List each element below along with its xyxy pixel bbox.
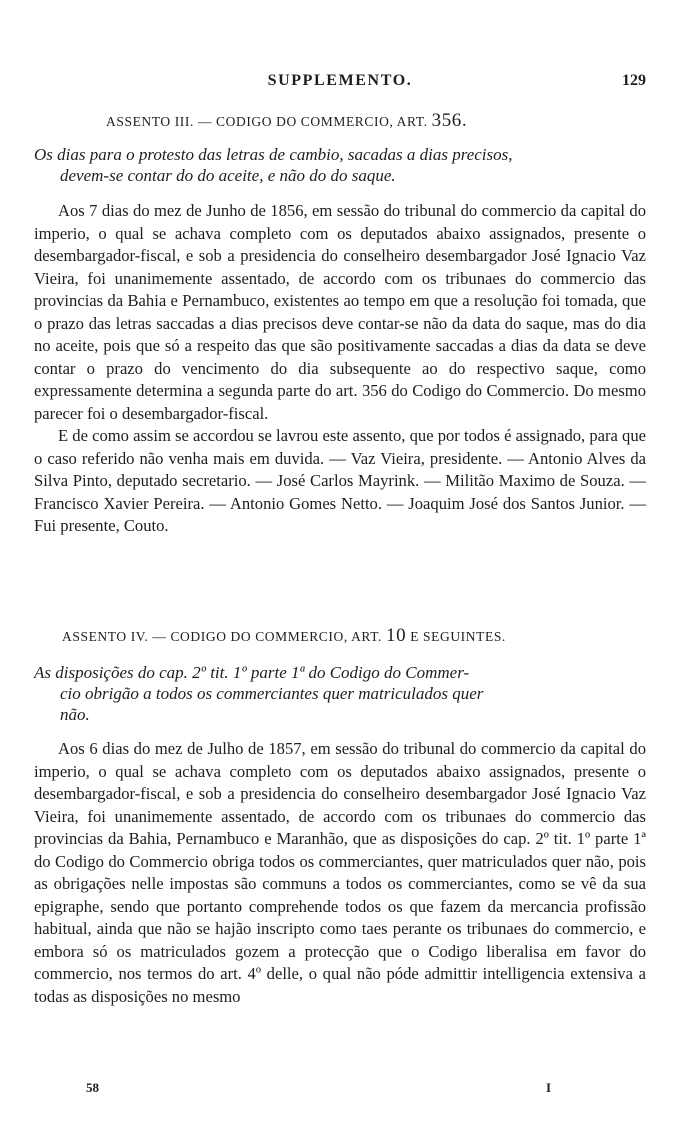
topic-line: Os dias para o protesto das letras de cambio, sacadas a dias precisos, [34, 145, 513, 164]
assento-4-body [34, 738, 646, 1008]
page-number: 129 [622, 72, 646, 89]
topic-line: As disposições do cap. 2º tit. 1º parte 1ª do Codigo do Commer- [34, 663, 470, 682]
running-header [34, 70, 646, 94]
topic-line: devem-se contar do do aceite, e não do do saque. [60, 166, 396, 185]
topic-line: cio obrigão a todos os commerciantes quer matriculados quer [60, 684, 484, 703]
assento-3-body [34, 200, 646, 538]
heading-dash: — [152, 629, 167, 644]
signature-mark-right: I [546, 1080, 552, 1095]
assento-4-subject: CODIGO DO COMMERCIO, ART. [170, 629, 383, 644]
paragraph: E de como assim se accordou se lavrou este assento, que por todos é assignado, para que o caso referido não venha mais em duvida. — Vaz Vieira, presidente. — Antonio Alves da Silva Pinto, deputado secretario. — José Carlos Mayrink. — Militão Maximo de Souza. — Francisco Xavier Pereira. — Antonio Gomes Netto. — Joaquim José dos Santos Junior. — Fui presente, Couto. [34, 426, 646, 535]
assento-4-heading [62, 625, 506, 647]
assento-3-article: 356. [431, 110, 468, 131]
assento-4-suffix: E SEGUINTES. [410, 629, 506, 644]
heading-dash: — [197, 114, 213, 129]
assento-3-topic [34, 144, 646, 186]
assento-3-subject: CODIGO DO COMMERCIO, ART. [216, 114, 428, 129]
paragraph: Aos 7 dias do mez de Junho de 1856, em sessão do tribunal do commercio da capital do imperio, o qual se achava completo com os deputados abaixo assignados, presente o desembargador-fiscal, e sob a presidencia do conselheiro desembargador José Ignacio Vaz Vieira, foi unanimemente assentado, de accordo com os tribunaes do commercio das provincias da Bahia e Pernambuco, existentes ao tempo em que a resolução foi tomada, que o prazo das letras saccadas a dias precisos deve contar-se não da data do saque, mas do dia no aceite, pois que só a respeito das que são positivamente saccadas a dias da data se deve contar o prazo do vencimento do dia subsequente ao do respectivo saque, como expressamente determina a segunda parte do art. 356 do Codigo do Commercio. Do mesmo parecer foi o desembargador-fiscal. [34, 201, 646, 423]
assento-4-topic [34, 662, 646, 725]
running-title: SUPPLEMENTO. [267, 72, 413, 89]
assento-3-label: ASSENTO III. [106, 114, 194, 129]
assento-4-article: 10 [386, 625, 407, 646]
topic-line: não. [60, 705, 90, 724]
assento-3-heading [106, 110, 467, 132]
assento-4-label: ASSENTO IV. [62, 629, 149, 644]
paragraph: Aos 6 dias do mez de Julho de 1857, em sessão do tribunal do commercio da capital do imperio, o qual se achava completo com os deputados abaixo assignados, presente o desembargador-fiscal, e sob a presidencia do conselheiro desembargador José Ignacio Vaz Vieira, foi unanimemente assentado, de accordo com os tribunaes do commercio das provincias da Bahia, Pernambuco e Maranhão, que as disposições do cap. 2º tit. 1º parte 1ª do Codigo do Commercio obriga todos os commerciantes, quer matriculados quer não, pois as obrigações nelle impostas são communs a todos os commerciantes, como se vê da sua epigraphe, sendo que portanto comprehende todos os que fazem da mercancia profissão habitual, ainda que não se hajão inscripto como taes perante os tribunaes do commercio, e embora só os matriculados gozem a protecção que o Codigo liberalisa em favor do commercio, nos termos do art. 4º delle, o qual não póde admittir intelligencia extensiva a todas as disposições no mesmo [34, 739, 646, 1006]
signature-mark-left: 58 [86, 1080, 99, 1095]
